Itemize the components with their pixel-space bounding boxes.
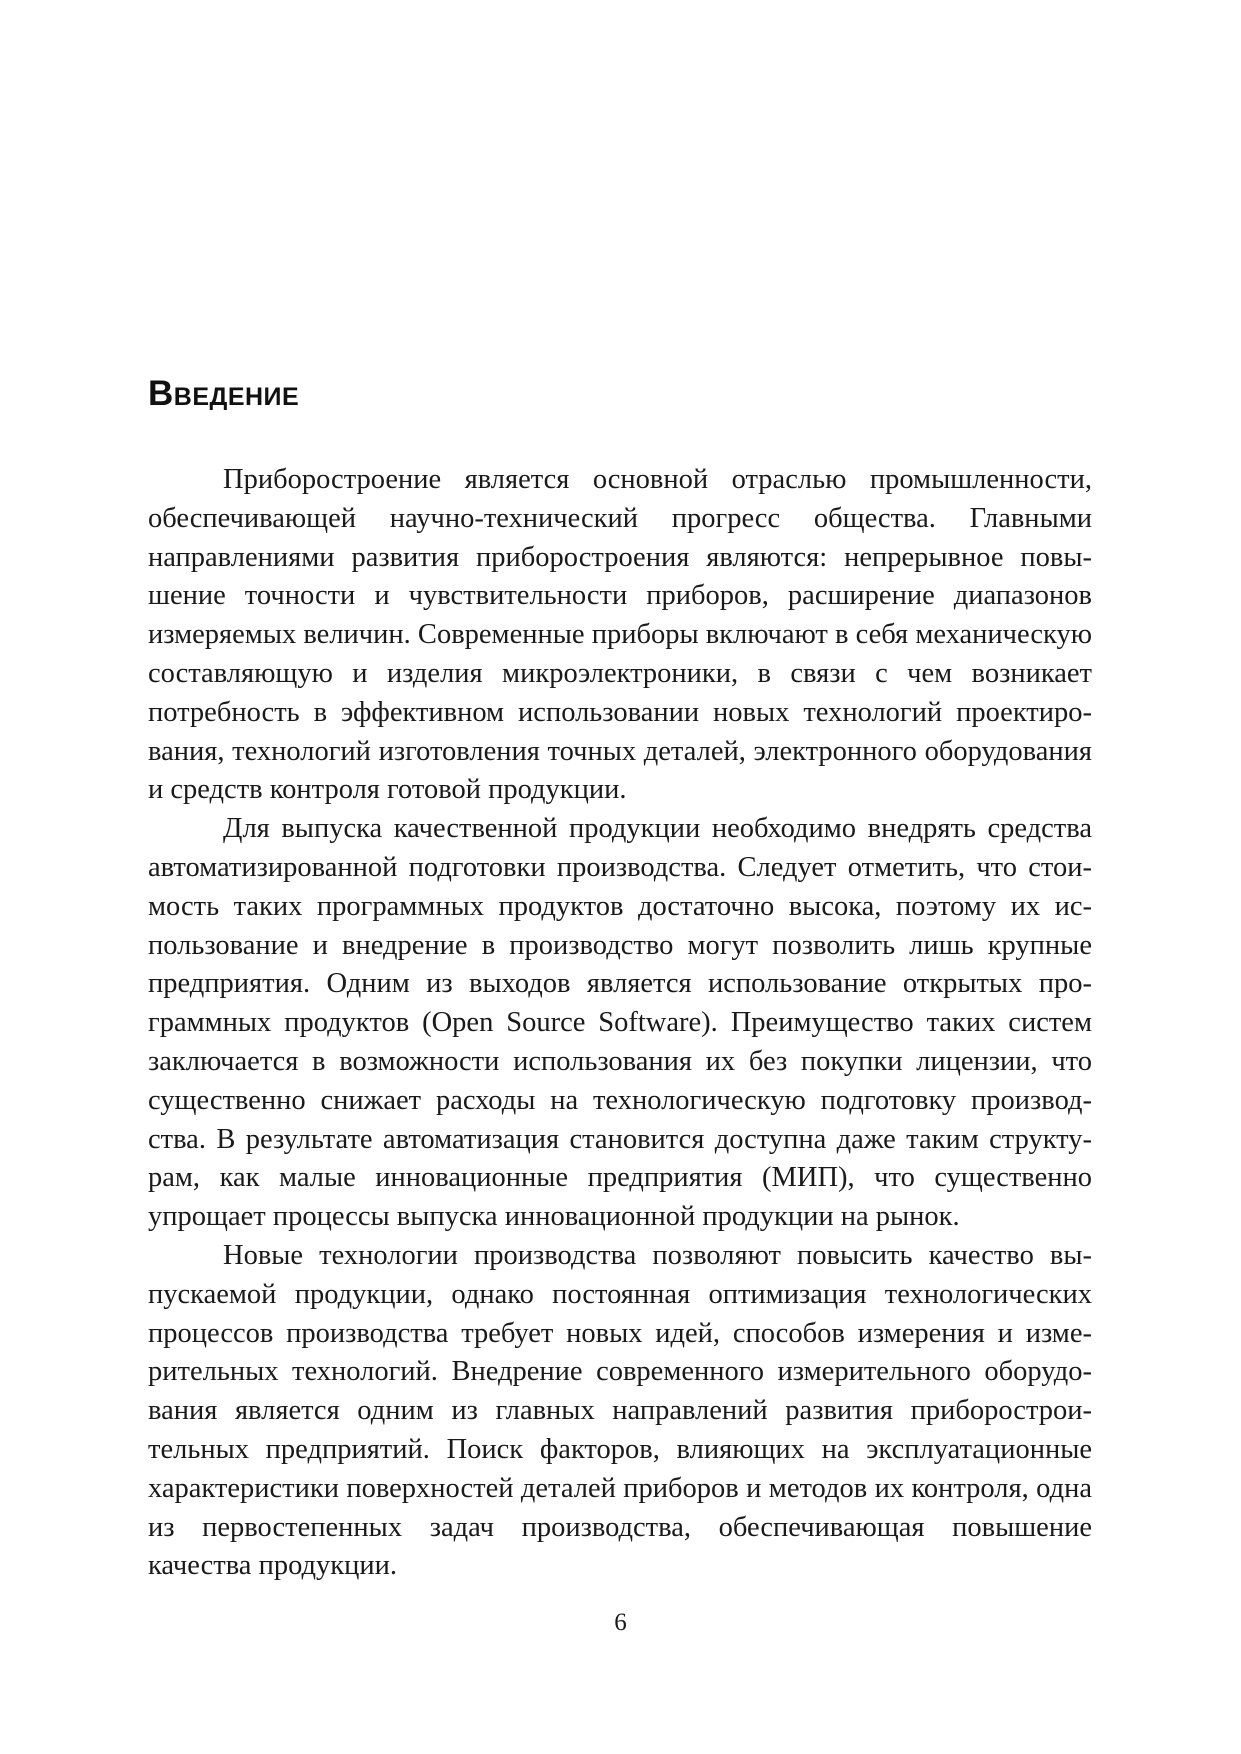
- body-text: [148, 461, 1092, 1586]
- paragraph: Для выпуска качественной продукции необходимо внедрять средства автоматизированной подготовки производства. Следует отметить, что стоимость таких программных продуктов достаточно высока, поэтому их использование и внедрение в производство могут позволить лишь крупные предприятия. Одним из выходов является использование открытых программных продуктов (Open Source Software). Преимущество таких систем заключается в возможности использования их без покупки лицензии, что существенно снижает расходы на технологическую подготовку производства. В результате автоматизация становится доступна даже таким структурам, как малые инновационные предприятия (МИП), что существенно упрощает процессы выпуска инновационной продукции на рынок.: [148, 813, 1092, 1233]
- section-heading: Введение: [148, 374, 300, 413]
- paragraph: Новые технологии производства позволяют повысить качество выпускаемой продукции, однако постоянная оптимизация технологических процессов производства требует новых идей, способов измерения и измерительных технологий. Внедрение современного измерительного оборудования является одним из главных направлений развития приборостроительных предприятий. Поиск факторов, влияющих на эксплуатационные характеристики поверхностей деталей приборов и методов их контроля, одна из первостепенных задач производства, обеспечивающая повышение качества продукции.: [148, 1239, 1092, 1582]
- paragraph: Приборостроение является основной отраслью промышленности, обеспечивающей научно-технический прогресс общества. Главными направлениями развития приборостроения являются: непрерывное повышение точности и чувствительности приборов, расширение диапазонов измеряемых величин. Современные приборы включают в себя механическую составляющую и изделия микроэлектроники, в связи с чем возникает потребность в эффективном использовании новых технологий проектирования, технологий изготовления точных деталей, электронного оборудования и средств контроля готовой продукции.: [148, 464, 1092, 806]
- page-number: 6: [614, 1609, 627, 1636]
